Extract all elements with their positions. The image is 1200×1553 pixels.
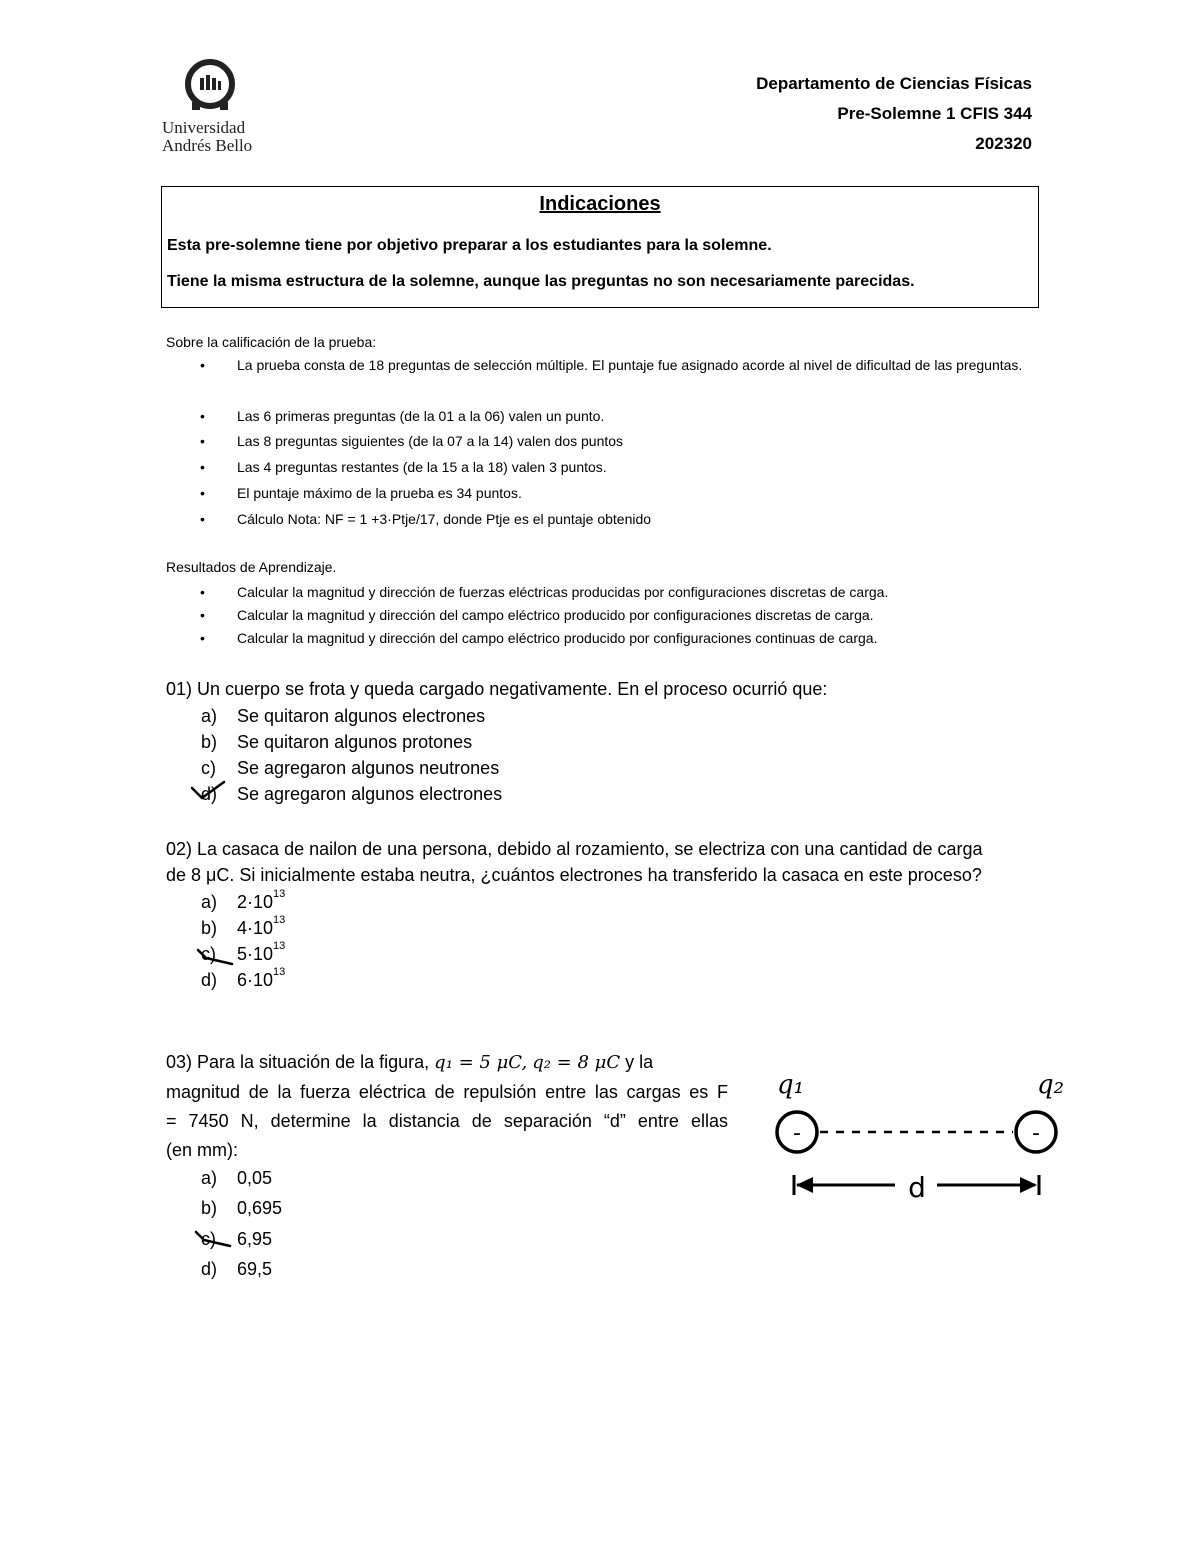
option-label: a) xyxy=(201,706,218,726)
question-2-line-2: de 8 μC. Si inicialmente estaba neutra, ¿cuántos electrones ha transferido la casaca en este proceso? xyxy=(166,865,982,885)
question-3-line-3: = 7450 N, determine la distancia de separación “d” entre ellas xyxy=(166,1111,728,1131)
learning-heading: Resultados de Aprendizaje. xyxy=(166,559,337,575)
bullet-icon: • xyxy=(200,511,205,527)
exam-term: 202320 xyxy=(975,134,1032,153)
indications-title: Indicaciones xyxy=(539,193,661,215)
question-2-line-1: 02) La casaca de nailon de una persona, debido al rozamiento, se electriza con una cantidad de carga xyxy=(166,839,983,859)
option-text: $6\cdot 10^{13}$ xyxy=(237,966,286,990)
option-text: $4\cdot 10^{13}$ xyxy=(237,914,286,938)
grading-item: La prueba consta de 18 preguntas de selección múltiple. El puntaje fue asignado acorde al nivel de dificultad de las preguntas. xyxy=(237,357,1023,373)
exponent: 13 xyxy=(273,914,286,926)
learning-item: Calcular la magnitud y dirección del campo eléctrico producido por configuraciones continuas de carga. xyxy=(237,630,878,646)
option-label: b) xyxy=(201,1198,218,1218)
university-logo xyxy=(160,58,270,158)
exponent: 13 xyxy=(273,940,286,952)
department-name: Departamento de Ciencias Físicas xyxy=(756,74,1032,93)
option-text: Se agregaron algunos neutrones xyxy=(237,758,500,778)
option-text: Se quitaron algunos protones xyxy=(237,732,473,752)
arrowhead-right-icon xyxy=(1020,1177,1037,1193)
learning-item: Calcular la magnitud y dirección del campo eléctrico producido por configuraciones discretas de carga. xyxy=(237,607,874,623)
exponent: 13 xyxy=(273,966,286,978)
option-text: $5\cdot 10^{13}$ xyxy=(237,940,286,964)
bullet-icon: • xyxy=(200,357,205,373)
logo-line-2: Andrés Bello xyxy=(162,136,253,155)
bullet-icon: • xyxy=(200,584,205,600)
option-text: 0,695 xyxy=(237,1198,283,1218)
option-text: Se agregaron algunos electrones xyxy=(237,784,503,804)
question-3-line-1: 03) Para la situación de la figura, q₁ = 5 μC, q₂ = 8 μC y la xyxy=(166,1052,654,1073)
charge-2-sign: - xyxy=(1032,1121,1040,1146)
exam-name: Pre-Solemne 1 CFIS 344 xyxy=(837,104,1032,123)
bullet-icon: • xyxy=(200,630,205,646)
answer-check-icon xyxy=(190,780,230,808)
q2-equation: q₂ = 8 μC xyxy=(532,1052,621,1073)
bullet-icon: • xyxy=(200,459,205,475)
grading-item: Las 8 preguntas siguientes (de la 07 a la 14) valen dos puntos xyxy=(237,433,624,449)
question-3-line-4: (en mm): xyxy=(166,1140,238,1160)
answer-check-icon xyxy=(194,1226,234,1250)
option-label: b) xyxy=(201,918,218,938)
option-label: a) xyxy=(201,1168,218,1188)
option-text: $2\cdot 10^{13}$ xyxy=(237,888,286,912)
charge-1-label: q₁ xyxy=(777,1070,805,1100)
logo-line-1: Universidad xyxy=(162,118,246,137)
question-3-line-2: magnitud de la fuerza eléctrica de repulsión entre las cargas es F xyxy=(166,1082,728,1102)
option-label: c) xyxy=(201,944,216,964)
grading-item: El puntaje máximo de la prueba es 34 puntos. xyxy=(237,485,522,501)
option-label: c) xyxy=(201,758,216,778)
option-label: d) xyxy=(201,784,218,804)
indications-box xyxy=(161,186,1039,308)
bullet-icon: • xyxy=(200,433,205,449)
indications-line-1: Esta pre-solemne tiene por objetivo preparar a los estudiantes para la solemne. xyxy=(167,237,772,254)
option-label: c) xyxy=(201,1229,216,1249)
option-label: d) xyxy=(201,1259,218,1279)
answer-check-icon xyxy=(196,944,236,968)
bullet-icon: • xyxy=(200,485,205,501)
university-seal-icon xyxy=(182,58,238,112)
option-text: Se quitaron algunos electrones xyxy=(237,706,486,726)
charge-1-sign: - xyxy=(793,1121,801,1146)
page-header xyxy=(756,73,1032,163)
bullet-icon: • xyxy=(200,607,205,623)
option-text: 69,5 xyxy=(237,1259,273,1279)
bullet-icon: • xyxy=(200,408,205,424)
grading-item: Las 6 primeras preguntas (de la 01 a la 06) valen un punto. xyxy=(237,408,605,424)
charges-figure xyxy=(765,1065,1075,1205)
charge-2-label: q₂ xyxy=(1037,1070,1065,1100)
option-text: 0,05 xyxy=(237,1168,273,1188)
option-text: 6,95 xyxy=(237,1229,273,1249)
distance-label: d xyxy=(908,1171,926,1204)
grading-item: Cálculo Nota: NF = 1 +3·Ptje/17, donde Ptje es el puntaje obtenido xyxy=(237,511,652,527)
indications-line-2: Tiene la misma estructura de la solemne, aunque las preguntas no son necesariamente parecidas. xyxy=(167,273,915,290)
exponent: 13 xyxy=(273,888,286,900)
grading-heading: Sobre la calificación de la prueba: xyxy=(166,334,377,350)
arrowhead-left-icon xyxy=(796,1177,813,1193)
learning-item: Calcular la magnitud y dirección de fuerzas eléctricas producidas por configuraciones discretas de carga. xyxy=(237,584,889,600)
option-label: d) xyxy=(201,970,218,990)
option-label: a) xyxy=(201,892,218,912)
option-label: b) xyxy=(201,732,218,752)
q1-equation: q₁ = 5 μC, xyxy=(434,1052,528,1073)
grading-item: Las 4 preguntas restantes (de la 15 a la 18) valen 3 puntos. xyxy=(237,459,607,475)
question-1-text: 01) Un cuerpo se frota y queda cargado negativamente. En el proceso ocurrió que: xyxy=(166,679,828,699)
